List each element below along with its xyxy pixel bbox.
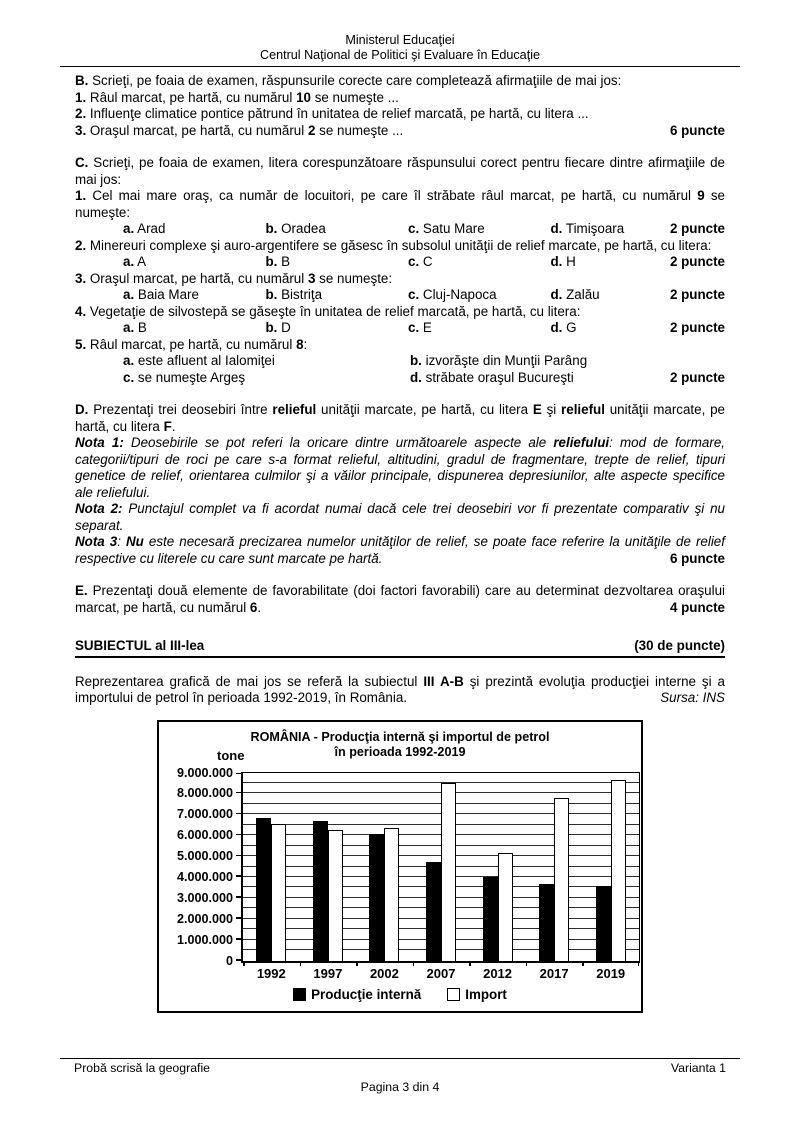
subject-3-heading [75,638,725,658]
section-c-q3-options [75,287,725,304]
header-divider [60,66,740,67]
x-tick-label: 2017 [539,965,569,981]
option-text: D [277,320,291,335]
option-letter: d. [550,254,563,269]
option-letter: b. [265,320,278,335]
option-letter: c. [408,254,420,269]
y-tick-mark [236,792,242,794]
spacer [75,139,725,155]
bar-import-2002 [384,828,399,961]
spacer [75,658,725,674]
section-c-q1: 1. Cel mai mare oraş, ca număr de locuitori, pe care îl străbate râul marcat, pe hartă, cu numărul 9 se numeşte: [75,188,725,220]
footer-exam-name: Probă scrisă la geografie [74,1061,211,1075]
section-e-statement [75,583,725,616]
subject-3-title: SUBIECTUL al III-lea [75,638,205,653]
section-c-q3-points: 2 puncte [669,287,725,302]
option-a [123,320,266,337]
option-a [123,254,266,271]
bar-import-2019 [611,780,626,961]
section-c-q4-options [75,320,725,337]
option-text: Timişoara [562,221,625,236]
x-axis-labels [243,963,639,981]
option-c [408,287,551,304]
option-b [266,287,409,304]
option-c [408,221,551,238]
spacer [75,567,725,583]
option-a [123,353,410,370]
option-letter: c. [408,287,420,302]
section-b-item-2: 2. Influenţe climatice pontice pătrund în unitatea de relief marcată, pe hartă, cu litera ... [75,106,589,121]
plot-area [241,772,640,963]
legend-label: Producţie internă [311,986,422,1002]
bar-production-2019 [596,886,611,960]
option-c [408,320,551,337]
option-d [410,370,574,387]
y-tick-label: 8.000.000 [176,786,233,801]
y-tick-label: 6.000.000 [176,828,233,843]
option-c [408,254,551,271]
option-text: A [134,254,147,269]
option-d [551,287,600,304]
x-tick-label: 1997 [313,965,343,981]
section-e-text: E. Prezentaţi două elemente de favorabilitate (doi factori favorabili) care au determinat dezvoltarea oraşului marcat, pe hartă, cu numărul 6. [75,583,725,615]
y-tick-label: 9.000.000 [176,765,233,780]
option-text: izvorăşte din Munţii Parâng [421,353,588,368]
section-b-item-3-text: 3. Oraşul marcat, pe hartă, cu numărul 2 se numeşte ... [75,122,404,138]
option-text: E [419,320,432,335]
option-letter: b. [265,221,278,236]
option-d [551,254,576,271]
option-letter: d. [410,369,422,385]
option-text: Arad [134,221,166,236]
bar-production-2007 [426,862,441,960]
bar-production-1992 [256,818,271,960]
section-c-q5-row-1 [75,353,725,370]
option-b [266,254,409,271]
legend-swatch [447,988,460,1001]
option-text: B [277,254,291,269]
section-e-points: 4 puncte [669,599,725,615]
y-tick-label: 0 [225,953,233,968]
legend-item [293,987,421,1004]
y-tick-mark [236,773,242,775]
footer-page-number: Pagina 3 din 4 [360,1080,440,1094]
section-d-nota-2: Nota 2: Punctajul complet va fi acordat numai dacă cele trei deosebiri vor fi prezentate comparativ şi nu separat. [75,501,725,533]
option-d [551,320,577,337]
bar-production-2017 [539,884,554,960]
option-text: Oradea [277,221,326,236]
y-tick-label: 1.000.000 [176,932,233,947]
option-text: străbate oraşul Bucureşti [421,369,574,385]
option-letter: c. [408,221,420,236]
option-letter: b. [265,254,278,269]
chart-legend [159,987,641,1004]
bar-production-1997 [313,821,328,961]
bar-import-2007 [441,783,456,961]
x-tick-label: 2002 [369,965,399,981]
section-c-q2-options [75,254,725,271]
bar-import-1992 [271,824,286,961]
chart-title-line-2: în perioada 1992-2019 [334,744,466,759]
section-c-q1-options [75,221,725,238]
option-letter: a. [123,221,135,236]
x-tick-label: 1992 [256,965,286,981]
y-axis-labels [159,765,241,968]
chart-title-line-1: ROMÂNIA - Producţia internă şi importul de petrol [250,729,550,744]
section-c-q2: 2. Minereuri complexe şi auro-argentifere se găsesc în subsolul unităţii de relief marcate, pe hartă, cu litera: [75,237,712,253]
page-footer [60,1058,740,1096]
page-header [0,0,800,63]
legend-label: Import [465,986,507,1002]
page-content [75,73,725,1013]
section-c-q3: 3. Oraşul marcat, pe hartă, cu numărul 3 se numeşte: [75,270,393,286]
option-text: G [562,320,577,335]
bar-import-2012 [498,853,513,961]
section-d-nota-1: Nota 1: Deosebirile se pot referi la oricare dintre următoarele aspecte ale reliefului: mod de formare, categorii/tipuri de roci pe care s-a format relieful, altitudini, gradul de fragmentare, trepte de relief, tipuri genetice de relief, orientarea culmilor şi a văilor principale, dispunerea depresiunilor, alte aspecte specifice ale reliefului. [75,435,725,500]
section-b-intro: B. Scrieţi, pe foaia de examen, răspunsurile corecte care completează afirmaţiile de mai jos: [75,73,622,88]
section-d-points: 6 puncte [669,550,725,566]
spacer [75,386,725,402]
option-text: H [562,254,576,269]
subject-3-intro-text: Reprezentarea grafică de mai jos se referă la subiectul III A-B şi prezintă evoluţia producţiei interne şi a importului de petrol în perioada 1992-2019, în România. [75,673,725,705]
section-b-points: 6 puncte [669,122,725,138]
option-letter: b. [410,353,422,368]
section-c-intro: C. Scrieţi, pe foaia de examen, litera corespunzătoare răspunsului corect pentru fiecare dintre afirmaţiile de mai jos: [75,155,725,187]
petrol-chart-figure [157,720,643,1014]
section-c-q5-row-2 [75,370,725,387]
x-tick-label: 2012 [483,965,513,981]
option-text: C [419,254,433,269]
option-d [551,221,625,238]
option-text: este afluent al Ialomiţei [134,353,275,368]
option-text: Baia Mare [134,287,199,302]
footer-variant: Varianta 1 [670,1061,726,1075]
option-letter: d. [550,320,563,335]
option-a [123,221,266,238]
section-c-q5: 5. Râul marcat, pe hartă, cu numărul 8: [75,336,308,352]
option-letter: a. [123,287,135,302]
option-letter: c. [408,320,420,335]
option-b [266,320,409,337]
section-b-item-3 [75,123,725,140]
option-text: Zalău [562,287,600,302]
bar-production-2012 [483,877,498,961]
legend-item [447,987,507,1004]
section-c-q1-points: 2 puncte [669,221,725,236]
option-letter: d. [550,287,563,302]
option-b [410,353,587,370]
option-letter: c. [123,369,135,385]
section-d-nota-3 [75,534,725,567]
y-tick-label: 2.000.000 [176,911,233,926]
y-tick-label: 4.000.000 [176,869,233,884]
chart-body [159,765,641,968]
y-tick-label: 7.000.000 [176,807,233,822]
footer-row [60,1059,740,1076]
y-tick-mark [236,855,242,857]
option-letter: d. [550,221,563,236]
x-tick-label: 2019 [596,965,626,981]
y-tick-mark [236,917,242,919]
chart-source-label: Sursa: INS [660,690,725,705]
bar-import-1997 [328,830,343,961]
option-letter: b. [265,287,278,302]
subject-3-intro [75,674,725,707]
y-axis-unit-label: tone [217,747,245,763]
option-text: B [134,320,147,335]
y-tick-mark [236,875,242,877]
section-c-q4: 4. Vegetaţie de silvostepă se găseşte în unitatea de relief marcată, pe hartă, cu litera: [75,303,581,319]
section-c-q2-points: 2 puncte [669,254,725,269]
option-letter: a. [123,254,135,269]
section-d-statement: D. Prezentaţi trei deosebiri între relieful unităţii marcate, pe hartă, cu litera E şi relieful unităţii marcate, pe hartă, cu litera F. [75,402,725,434]
bar-production-2002 [369,834,384,960]
y-tick-label: 3.000.000 [176,890,233,905]
header-line-2: Centrul Naţional de Politici şi Evaluare în Educaţie [259,48,540,62]
y-tick-mark [236,959,242,961]
section-b-item-1: 1. Râul marcat, pe hartă, cu numărul 10 se numeşte ... [75,89,399,105]
legend-swatch [293,988,306,1001]
section-d-nota-3-text: Nota 3: Nu este necesară precizarea numelor unităţilor de relief, se poate face referire la unităţile de relief respective cu literele cu care sunt marcate pe hartă. [75,534,725,566]
y-tick-mark [236,938,242,940]
y-tick-mark [236,834,242,836]
option-letter: a. [123,353,135,368]
option-text: Bistriţa [277,287,323,302]
section-c-q5-points: 2 puncte [669,369,725,385]
section-c-q4-points: 2 puncte [669,320,725,335]
y-tick-mark [236,896,242,898]
option-a [123,287,266,304]
option-c [123,370,410,387]
bar-import-2017 [554,798,569,961]
y-tick-mark [236,813,242,815]
header-line-1: Ministerul Educaţiei [345,33,455,47]
x-tick-label: 2007 [426,965,456,981]
option-text: Satu Mare [419,221,485,236]
y-tick-label: 5.000.000 [176,849,233,864]
option-text: Cluj-Napoca [419,287,497,302]
option-b [266,221,409,238]
subject-3-points: (30 de puncte) [634,638,725,653]
option-text: se numeşte Argeş [134,369,246,385]
option-letter: a. [123,320,135,335]
